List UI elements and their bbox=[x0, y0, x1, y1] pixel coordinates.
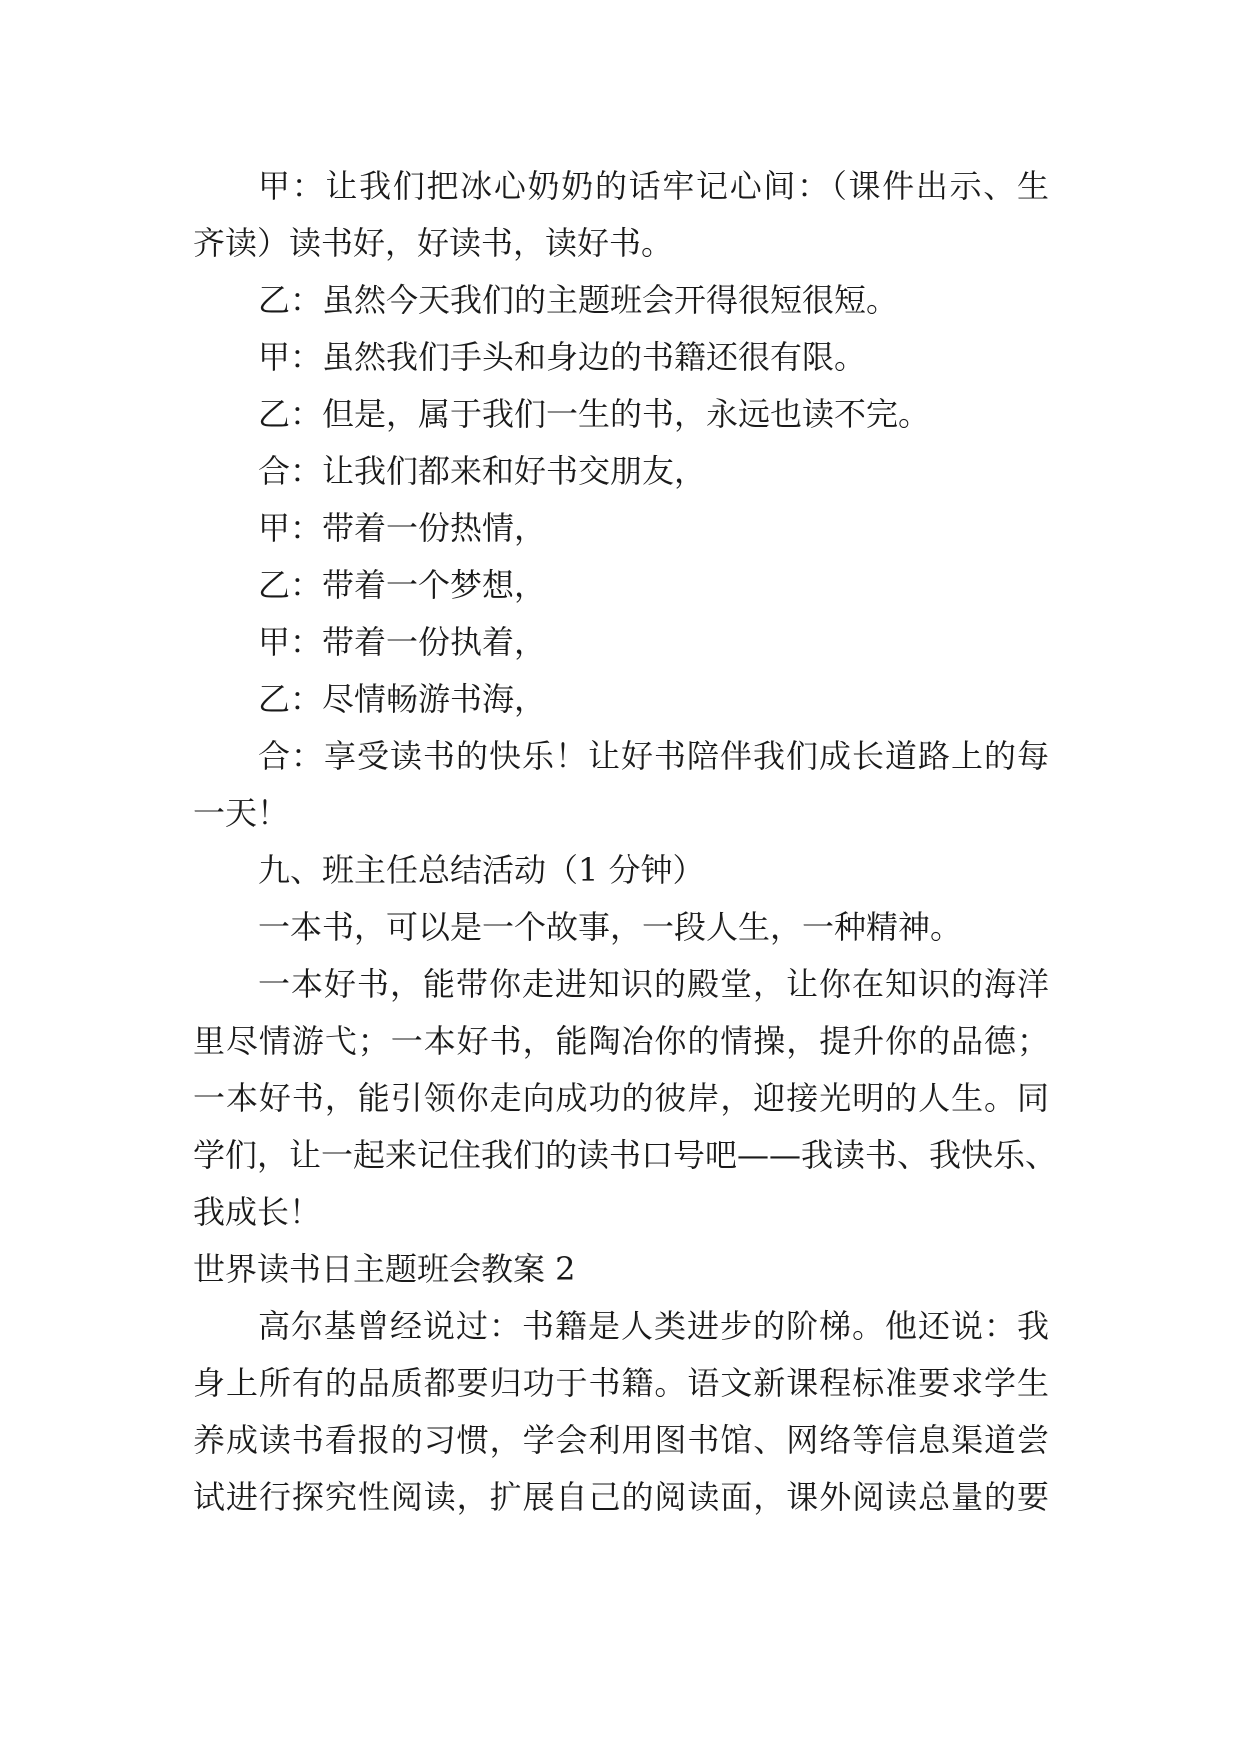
paragraph-line: 学们，让一起来记住我们的读书口号吧——我读书、我快乐、 bbox=[193, 1136, 1058, 1174]
paragraph-line: 合：享受读书的快乐！让好书陪伴我们成长道路上的每 bbox=[258, 737, 1049, 775]
paragraph-line: 乙：但是，属于我们一生的书，永远也读不完。 bbox=[258, 395, 931, 433]
paragraph-line: 养成读书看报的习惯，学会利用图书馆、网络等信息渠道尝 bbox=[193, 1421, 1049, 1459]
paragraph-line: 试进行探究性阅读，扩展自己的阅读面，课外阅读总量的要 bbox=[193, 1478, 1049, 1516]
paragraph-line: 合：让我们都来和好书交朋友， bbox=[258, 452, 707, 490]
paragraph-line: 一天！ bbox=[193, 794, 290, 832]
paragraph-line: 甲：让我们把冰心奶奶的话牢记心间：（课件出示、生 bbox=[258, 167, 1049, 205]
paragraph-line: 高尔基曾经说过：书籍是人类进步的阶梯。他还说：我 bbox=[258, 1307, 1049, 1345]
paragraph-line: 一本好书，能引领你走向成功的彼岸，迎接光明的人生。同 bbox=[193, 1079, 1049, 1117]
section-heading: 九、班主任总结活动（1 分钟） bbox=[258, 851, 705, 889]
paragraph-line: 甲：带着一份热情， bbox=[258, 509, 547, 547]
paragraph-line: 里尽情游弋；一本好书，能陶冶你的情操，提升你的品德； bbox=[193, 1022, 1049, 1060]
paragraph-line: 甲：带着一份执着， bbox=[258, 623, 547, 661]
paragraph-line: 一本好书，能带你走进知识的殿堂，让你在知识的海洋 bbox=[258, 965, 1049, 1003]
paragraph-line: 乙：虽然今天我们的主题班会开得很短很短。 bbox=[258, 281, 899, 319]
paragraph-line: 乙：尽情畅游书海， bbox=[258, 680, 547, 718]
paragraph-line: 乙：带着一个梦想， bbox=[258, 566, 547, 604]
paragraph-line: 齐读）读书好，好读书，读好书。 bbox=[193, 224, 674, 262]
paragraph-line: 甲：虽然我们手头和身边的书籍还很有限。 bbox=[258, 338, 867, 376]
paragraph-line: 一本书，可以是一个故事，一段人生，一种精神。 bbox=[258, 908, 963, 946]
paragraph-line: 身上所有的品质都要归功于书籍。语文新课程标准要求学生 bbox=[193, 1364, 1049, 1402]
paragraph-line: 我成长！ bbox=[193, 1193, 322, 1231]
document-title: 世界读书日主题班会教案 2 bbox=[193, 1250, 576, 1288]
